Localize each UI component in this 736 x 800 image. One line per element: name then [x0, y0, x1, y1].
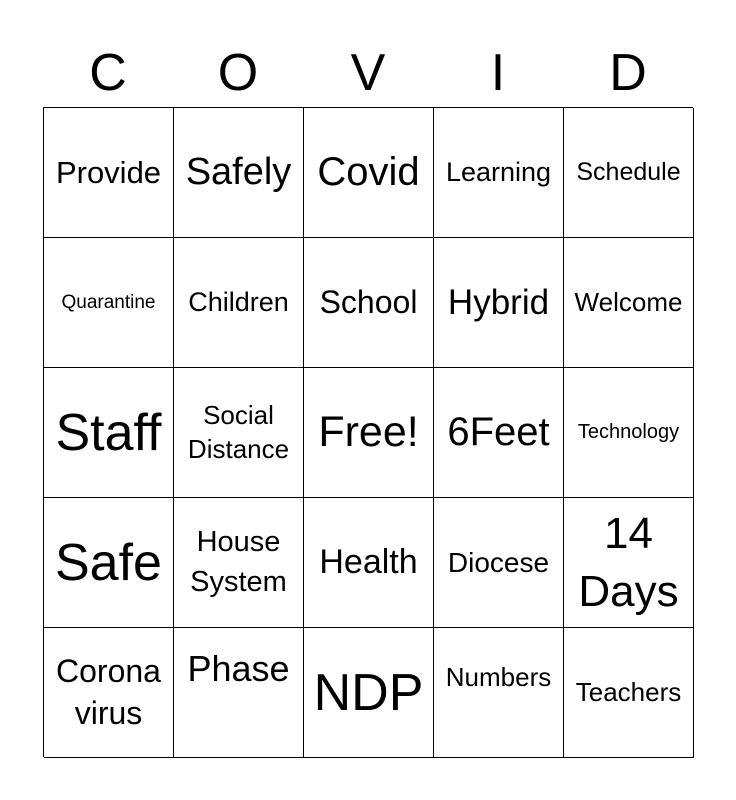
cell-label: Diocese — [447, 546, 550, 578]
bingo-cell[interactable] — [44, 628, 174, 758]
bingo-cell[interactable] — [174, 238, 304, 368]
cell-label: Learning — [445, 157, 552, 187]
cell-label: Health — [319, 543, 418, 581]
cell-label: School — [319, 284, 418, 320]
bingo-header — [43, 40, 693, 106]
cell-label: Staff — [55, 403, 162, 462]
bingo-cell[interactable] — [434, 498, 564, 628]
bingo-cell[interactable] — [304, 108, 434, 238]
cell-label: Social Distance — [187, 399, 290, 464]
bingo-cell[interactable] — [434, 368, 564, 498]
cell-label: Phase — [187, 648, 290, 689]
bingo-cell[interactable] — [564, 498, 694, 628]
bingo-board — [43, 107, 693, 757]
cell-label: Safe — [55, 533, 162, 592]
bingo-cell[interactable] — [564, 368, 694, 498]
bingo-cell[interactable] — [564, 628, 694, 758]
header-letter-d: D — [609, 44, 647, 102]
header-letter-v: V — [350, 44, 386, 102]
bingo-cell[interactable] — [434, 238, 564, 368]
bingo-cell[interactable] — [564, 108, 694, 238]
bingo-cell[interactable] — [44, 368, 174, 498]
bingo-cell[interactable] — [44, 238, 174, 368]
cell-label: Provide — [55, 154, 162, 190]
bingo-cell[interactable] — [304, 498, 434, 628]
cell-label: NDP — [313, 663, 424, 722]
cell-label: Safely — [185, 151, 292, 193]
cell-label: Welcome — [574, 287, 683, 317]
cell-label: Covid — [317, 150, 420, 194]
cell-label: Technology — [577, 421, 680, 443]
bingo-cell[interactable] — [304, 368, 434, 498]
bingo-cell[interactable] — [174, 628, 304, 758]
cell-label: 14 Days — [578, 509, 679, 616]
bingo-cell[interactable] — [304, 628, 434, 758]
bingo-cell[interactable] — [174, 108, 304, 238]
header-letter-i: I — [490, 44, 506, 102]
bingo-cell[interactable] — [174, 368, 304, 498]
cell-label: Children — [188, 287, 289, 317]
bingo-cell[interactable] — [44, 498, 174, 628]
cell-label: 6Feet — [447, 410, 550, 454]
cell-label: House System — [190, 526, 287, 598]
bingo-cell[interactable] — [304, 238, 434, 368]
bingo-cell[interactable] — [174, 498, 304, 628]
header-letter-o: O — [217, 44, 259, 102]
cell-label: Teachers — [575, 677, 682, 707]
cell-label: Free! — [318, 408, 419, 456]
cell-label: Corona virus — [56, 652, 161, 731]
cell-label: Quarantine — [61, 291, 156, 313]
cell-label: Numbers — [445, 662, 552, 692]
bingo-cell[interactable] — [434, 628, 564, 758]
bingo-cell[interactable] — [44, 108, 174, 238]
header-letter-c: C — [89, 44, 127, 102]
bingo-cell[interactable] — [434, 108, 564, 238]
cell-label: Hybrid — [447, 282, 550, 322]
cell-label: Schedule — [576, 158, 681, 186]
bingo-cell[interactable] — [564, 238, 694, 368]
